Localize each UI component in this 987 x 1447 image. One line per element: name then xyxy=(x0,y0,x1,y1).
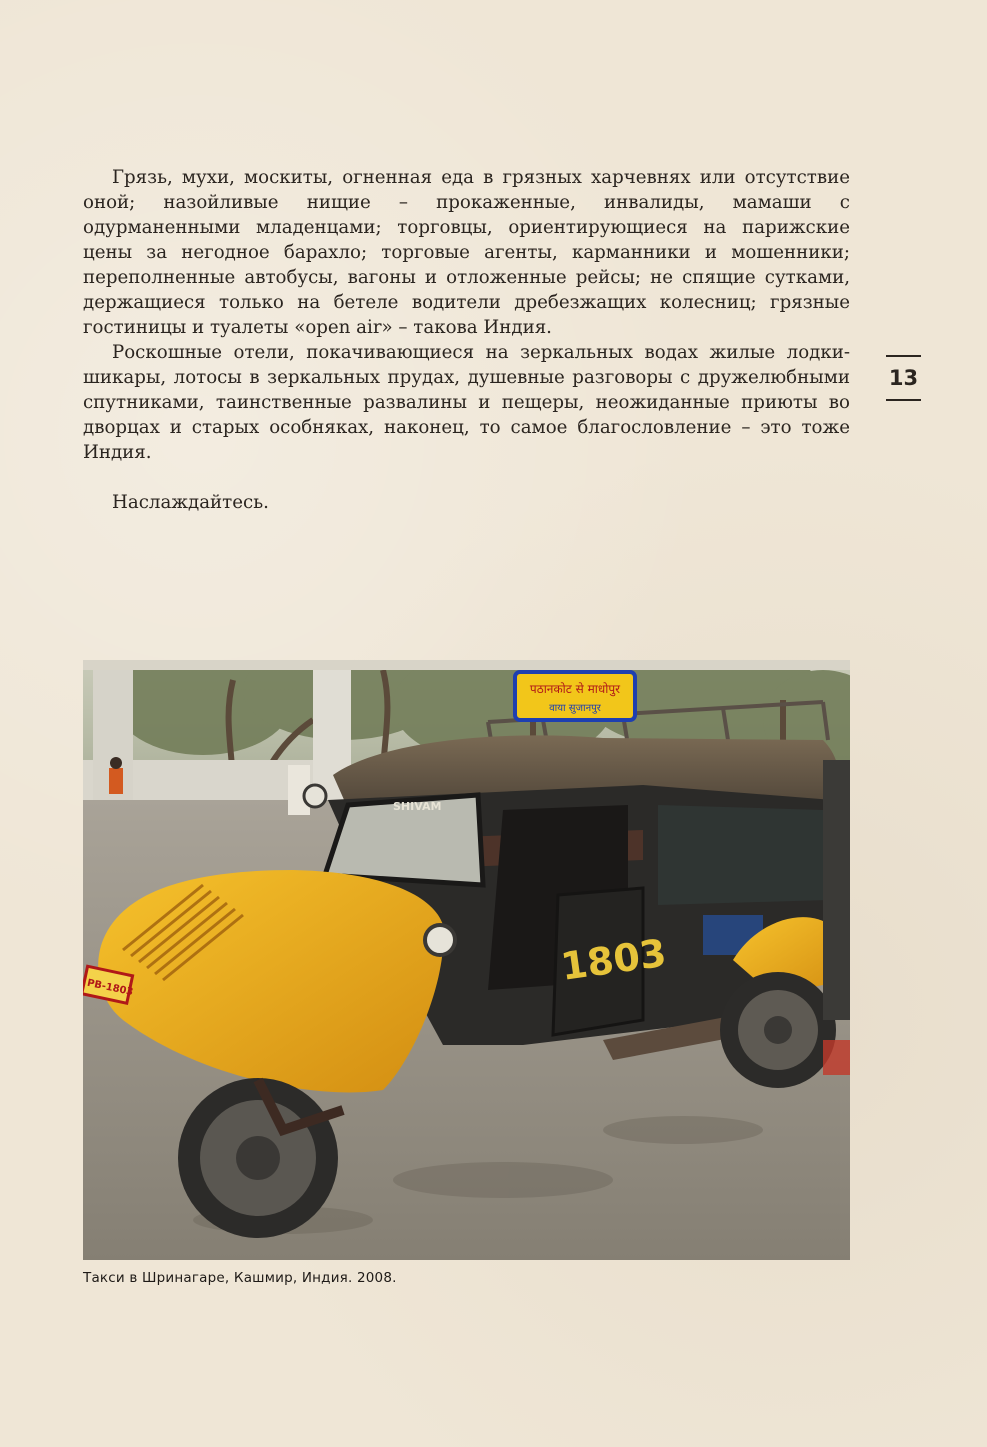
roof-sign-line2: वाया सुजानपुर xyxy=(549,703,601,714)
taxi-photo-illustration xyxy=(83,660,850,1260)
paragraph-2: Роскошные отели, покачивающиеся на зеркальных водах жилые лодки-шикары, лотосы в зеркальных прудах, душевные разговоры с дружелюбными спутниками, таинственные развалины и пещеры, неожиданные приюты во дворцах и старых особняках, наконец, то самое благословление – это тоже Индия. xyxy=(83,342,850,463)
paragraph-closing: Наслаждайтесь. xyxy=(112,492,269,513)
page-number: 13 xyxy=(886,355,921,401)
body-text xyxy=(83,165,850,515)
roof-sign-line1: पठानकोट से माधोपुर xyxy=(529,682,621,696)
taxi-photo xyxy=(83,660,850,1260)
paragraph-1: Грязь, мухи, москиты, огненная еда в грязных харчевнях или отсутствие оной; назойливые нищие – прокаженные, инвалиды, мамаши с одурманенными младенцами; торговцы, ориентирующиеся на парижские цены за негодное барахло; торговые агенты, карманники и мошенники; переполненные автобусы, вагоны и отложенные рейсы; не спящие сутками, держащиеся только на бетеле водители дребезжащих колесниц; грязные гостиницы и туалеты «open air» – такова Индия. xyxy=(83,167,850,338)
number-plate: PB-1803 xyxy=(85,977,135,999)
door-taxi-number: 1803 xyxy=(558,930,669,989)
photo-caption: Такси в Шринагаре, Кашмир, Индия. 2008. xyxy=(83,1270,397,1286)
windshield-sticker: SHIVAM xyxy=(393,800,442,813)
